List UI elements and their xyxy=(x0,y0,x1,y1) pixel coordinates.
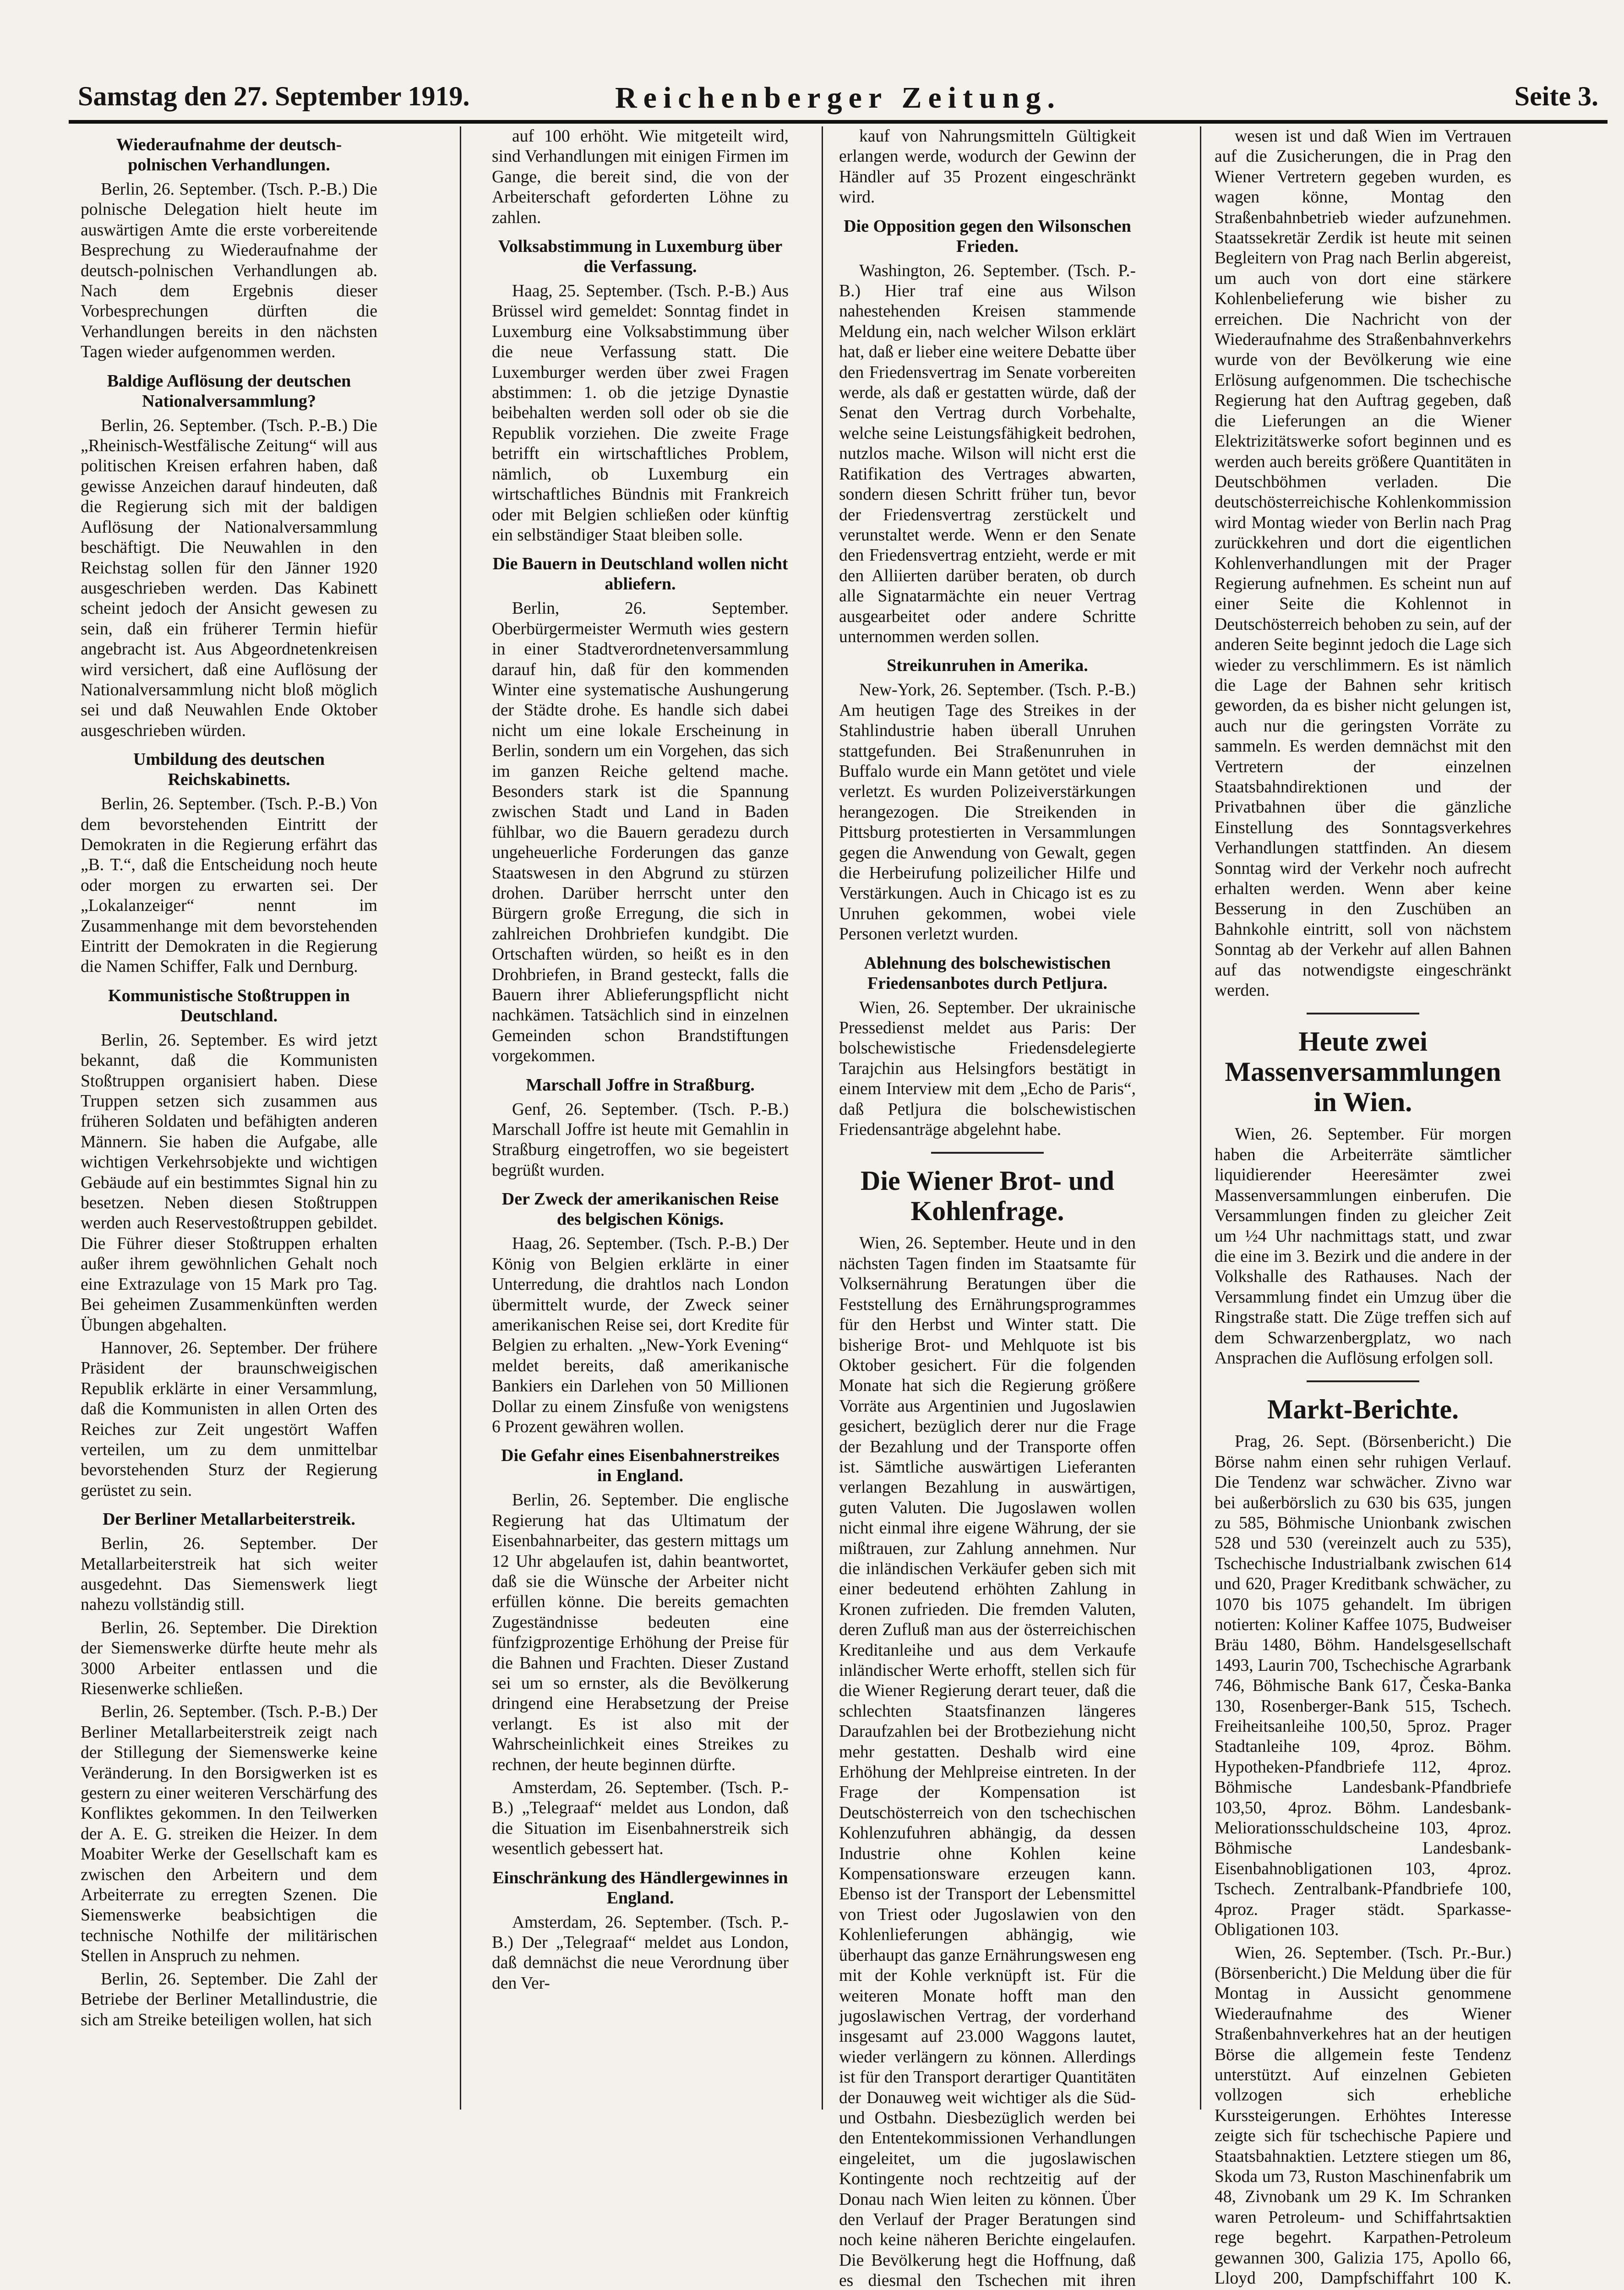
article-paragraph: Berlin, 26. September. Oberbürgermeister Wermuth wies gestern in einer Stadtverordnetenversammlung darauf hin, daß für den kommenden Winter eine systematische Aushungerung der Städte drohe. Es handle sich dabei nicht um eine lokale Erscheinung in Berlin, sondern um ein Vorgehen, das sich im ganzen Reiche geltend mache. Besonders stark ist die Spannung zwischen Stadt und Land in Baden fühlbar, wo die Bauern geradezu durch ungeheuerliche Forderungen das ganze Staatswesen in den Abgrund zu stürzen drohen. Darüber herrscht unter den Bürgern große Erregung, die sich in zahlreichen Drohbriefen kundgibt. Die Ortschaften würden, so heißt es in den Drohbriefen, in Brand gesteckt, falls die Bauern ihrer Ablieferungspflicht nicht nachkämen. Tatsächlich sind in einzelnen Gemeinden schon Brandstiftungen vorgekommen. xyxy=(492,599,789,1066)
article-paragraph: Hannover, 26. September. Der frühere Präsident der braunschweigischen Republik erklärte in einer Versammlung, daß die Kommunisten in allen Orten des Reiches zur Zeit ungestört Waffen verteilen, um zu dem unmittelbar bevorstehenden Sturz der Regierung gerüstet zu sein. xyxy=(81,1338,377,1501)
section-rule xyxy=(1307,1013,1419,1014)
article-paragraph: Berlin, 26. September. (Tsch. P.-B.) Der Berliner Metallarbeiterstreik zeigt nach der Stillegung der Siemenswerke keine Veränderung. In den Borsigwerken ist es gestern zu einer weiteren Verschärfung des Konfliktes gekommen. In den Teilwerken der A. E. G. streiken die Heizer. In dem Moabiter Werke der Gesellschaft kam es zwischen den Arbeitern und dem Arbeiterrate zu erregten Szenen. Die Siemenswerke beabsichtigen die technische Nothilfe der militärischen Stellen in Anspruch zu nehmen. xyxy=(81,1702,377,1966)
article-paragraph: Amsterdam, 26. September. (Tsch. P.-B.) Der „Telegraaf“ meldet aus London, daß demnächst die neue Verordnung über den Ver- xyxy=(492,1913,789,1994)
article-paragraph: New-York, 26. September. (Tsch. P.-B.) Am heutigen Tage des Streikes in der Stahlindustrie haben überall Unruhen stattgefunden. Bei Straßenunruhen in Buffalo wurde ein Mann getötet und viele verletzt. Es wurden Polizeiverstärkungen herangezogen. Die Streikenden in Pittsburg protestierten in Versammlungen gegen die Anwendung von Gewalt, gegen die Herbeirufung polizeilicher Hilfe und Verstärkungen. Auch in Chicago ist es zu Unruhen gekommen, wobei viele Personen verletzt wurden. xyxy=(839,680,1136,944)
column-divider xyxy=(460,126,461,2110)
article-paragraph: Berlin, 26. September. Die Zahl der Betriebe der Berliner Metallindustrie, die sich am Streike beteiligen wollen, hat sich xyxy=(81,1969,377,2030)
article-headline: Der Berliner Metallarbeiterstreik. xyxy=(81,1509,377,1529)
article-paragraph: Wien, 26. September. Für morgen haben die Arbeiterräte sämtlicher liquidierender Heeresämter zwei Massenversammlungen einberufen. Die Versammlungen finden zu gleicher Zeit um ½4 Uhr nachmittags statt, und zwar die eine im 3. Bezirk und die andere in der Volkshalle des Rathauses. Nach der Versammlung findet ein Umzug über die Ringstraße statt. Die Züge treffen sich auf dem Schwarzenbergplatz, wo nach Ansprachen die Auflösung erfolgen soll. xyxy=(1215,1124,1511,1369)
article-headline: Ablehnung des bolschewistischen Friedensanbotes durch Petljura. xyxy=(839,953,1136,993)
article-paragraph: Berlin, 26. September. Die Direktion der Siemenswerke dürfte heute mehr als 3000 Arbeiter entlassen und die Riesenwerke schließen. xyxy=(81,1618,377,1700)
article-headline: Die Opposition gegen den Wilsonschen Frieden. xyxy=(839,216,1136,256)
article-headline: Einschränkung des Händlergewinnes in England. xyxy=(492,1868,789,1908)
article-headline: Kommunistische Stoßtruppen in Deutschland. xyxy=(81,986,377,1026)
article-paragraph: Haag, 25. September. (Tsch. P.-B.) Aus Brüssel wird gemeldet: Sonntag findet in Luxemburg eine Volksabstimmung über die neue Verfassung statt. Die Luxemburger werden über zwei Fragen abstimmen: 1. ob die jetzige Dynastie beibehalten werden soll oder ob sie die Republik vorziehen. Die zweite Frage betrifft ein wirtschaftliches Problem, nämlich, ob Luxemburg ein wirtschaftliches Bündnis mit Frankreich oder mit Belgien schließen oder künftig ein selbständiger Staat bleiben solle. xyxy=(492,281,789,545)
article-headline: Umbildung des deutschen Reichskabinetts. xyxy=(81,749,377,790)
article-paragraph: Berlin, 26. September. Es wird jetzt bekannt, daß die Kommunisten Stoßtruppen organisiert haben. Diese Truppen setzen sich zusammen aus früheren Soldaten und befähigten anderen Männern. Sie haben die Aufgabe, alle wichtigen Verkehrsobjekte und wichtigen Gebäude auf ein bestimmtes Signal hin zu besetzen. Neben diesen Stoßtruppen werden auch Reservestoßtruppen gebildet. Die Führer dieser Stoßtruppen erhalten außer ihrem gewöhnlichen Gehalt noch eine Extrazulage von 15 Mark pro Tag. Bei geheimen Zusammenkünften werden Übungen abgehalten. xyxy=(81,1030,377,1336)
article-paragraph: Wien, 26. September. (Tsch. Pr.-Bur.) (Börsenbericht.) Die Meldung über die für Montag in Aussicht genommene Wiederaufnahme des Wiener Straßenbahnverkehres hat an der heutigen Börse die allgemein feste Tendenz unterstützt. Auf einzelnen Gebieten vollzogen sich erhebliche Kurssteigerungen. Erhöhtes Interesse zeigte sich für tschechische Papiere und Staatsbahnaktien. Letztere stiegen um 86, Skoda um 73, Ruston Maschinenfabrik um 48, Zivnobank um 29 K. Im Schranken waren Petroleum- und Schiffahrtsaktien rege begehrt. Karpathen-Petroleum gewannen 300, Galizia 175, Apollo 66, Lloyd 200, Dampfschiffahrt 100 K. xyxy=(1215,1943,1511,2290)
column-divider xyxy=(822,126,823,2110)
article-paragraph: Prag, 26. Sept. (Börsenbericht.) Die Börse nahm einen sehr ruhigen Verlauf. Die Tendenz war schwächer. Zivno war bei außerbörslich zu 630 bis 635, jungen zu 585, Böhmische Unionbank zwischen 528 und 530 (vereinzelt auch zu 535), Tschechische Industrialbank zwischen 614 und 620, Prager Kreditbank schwächer, zu 1070 bis 1075 gehandelt. Im übrigen notierten: Koliner Kaffee 1075, Budweiser Bräu 1480, Böhm. Handelsgesellschaft 1493, Laurin 700, Tschechische Agrarbank 746, Böhmische Bank 617, Česka-Banka 130, Rosenberger-Bank 515, Tschech. Freiheitsanleihe 100,50, 5proz. Prager Stadtanleihe 109, 4proz. Böhm. Hypotheken-Pfandbriefe 112, 4proz. Böhmische Landesbank-Pfandbriefe 103,50, 4proz. Böhm. Landesbank-Meliorationsschuldscheine 103, 4proz. Böhmische Landesbank-Eisenbahnobligationen 103, 4proz. Tschech. Zentralbank-Pfandbriefe 100, 4proz. Prager städt. Sparkasse-Obligationen 103. xyxy=(1215,1432,1511,1940)
page-number: Seite 3. xyxy=(1515,81,1598,112)
newspaper-title: Reichenberger Zeitung. xyxy=(78,81,1598,115)
column-4 xyxy=(1215,126,1511,2110)
article-headline: Die Bauern in Deutschland wollen nicht abliefern. xyxy=(492,554,789,594)
section-rule xyxy=(1307,1380,1419,1382)
column-divider xyxy=(1200,126,1201,2110)
article-paragraph: kauf von Nahrungsmitteln Gültigkeit erlangen werde, wodurch der Gewinn der Händler auf 35 Prozent eingeschränkt wird. xyxy=(839,126,1136,208)
article-paragraph: Haag, 26. September. (Tsch. P.-B.) Der König von Belgien erklärte in einer Unterredung, die drahtlos nach London übermittelt wurde, der Zweck seiner amerikanischen Reise sei, dort Kredite für Belgien zu erhalten. „New-York Evening“ meldet bereits, daß amerikanische Bankiers ein Darlehen von 50 Millionen Dollar zu einem Zinsfuße von wenigstens 6 Prozent gewähren wollen. xyxy=(492,1234,789,1437)
feature-headline: Heute zwei Massenversammlungen in Wien. xyxy=(1215,1026,1511,1117)
article-headline: Die Gefahr eines Eisenbahnerstreikes in England. xyxy=(492,1445,789,1486)
column-1 xyxy=(81,126,377,2110)
article-headline: Wiederaufnahme der deutsch-polnischen Verhandlungen. xyxy=(81,135,377,175)
feature-headline: Die Wiener Brot- und Kohlenfrage. xyxy=(839,1166,1136,1226)
article-paragraph: Berlin, 26. September. Der Metallarbeiterstreik hat sich weiter ausgedehnt. Das Siemenswerk liegt nahezu vollständig still. xyxy=(81,1534,377,1615)
article-headline: Marschall Joffre in Straßburg. xyxy=(492,1075,789,1095)
header-rule xyxy=(69,120,1608,124)
article-paragraph: Washington, 26. September. (Tsch. P.-B.) Hier traf eine aus Wilson nahestehenden Kreisen stammende Meldung ein, nach welcher Wilson erklärt hat, daß er lieber eine weitere Debatte über den Friedensvertrag im Senate vorbereiten werde, als daß er gestatten würde, daß der Senat den Vertrag durch Vorbehalte, welche seine Leistungsfähigkeit bedrohen, nutzlos mache. Wilson will nicht erst die Ratifikation des Vertrages abwarten, sondern diesen Schritt früher tun, bevor der Friedensvertrag zerstückelt und verunstaltet werde. Wenn er den Senate den Friedensvertrag entzieht, werde er mit den Alliierten darüber beraten, ob durch alle Signatarmächte ein neuer Vertrag ausgearbeitet oder andere Schritte unternommen werden sollen. xyxy=(839,261,1136,648)
article-paragraph: auf 100 erhöht. Wie mitgeteilt wird, sind Verhandlungen mit einigen Firmen im Gange, die bereit sind, die von der Arbeiterschaft geforderten Löhne zu zahlen. xyxy=(492,126,789,228)
article-headline: Volksabstimmung in Luxemburg über die Verfassung. xyxy=(492,236,789,277)
article-paragraph: Berlin, 26. September. (Tsch. P.-B.) Von dem bevorstehenden Eintritt der Demokraten in die Regierung erfährt das „B. T.“, daß die Entscheidung noch heute oder morgen zu erwarten sei. Der „Lokalanzeiger“ nennt im Zusammenhange mit dem bevorstehenden Eintritt der Demokraten in die Regierung die Namen Schiffer, Falk und Dernburg. xyxy=(81,794,377,977)
article-headline: Streikunruhen in Amerika. xyxy=(839,655,1136,676)
article-headline: Der Zweck der amerikanischen Reise des belgischen Königs. xyxy=(492,1189,789,1229)
page-header xyxy=(78,81,1598,117)
article-paragraph: Genf, 26. September. (Tsch. P.-B.) Marschall Joffre ist heute mit Gemahlin in Straßburg eingetroffen, wo sie begeistert begrüßt wurden. xyxy=(492,1100,789,1181)
column-3 xyxy=(839,126,1136,2110)
article-paragraph: Amsterdam, 26. September. (Tsch. P.-B.) „Telegraaf“ meldet aus London, daß die Situation im Eisenbahnerstreik sich wesentlich gebessert hat. xyxy=(492,1778,789,1859)
article-paragraph: Wien, 26. September. Heute und in den nächsten Tagen finden im Staatsamte für Volksernährung Beratungen über die Feststellung des Ernährungsprogrammes für den Herbst und Winter statt. Die bisherige Brot- und Mehlquote ist bis Oktober gesichert. Für die folgenden Monate hat sich die Regierung größere Vorräte aus Argentinien und Jugoslawien gesichert, bezüglich derer nur die Frage der Bezahlung und der Transporte offen ist. Sämtliche auswärtigen Lieferanten verlangen Bezahlung in auswärtigen, guten Valuten. Die Jugoslawen wollen nicht einmal ihre eigene Währung, der sie mißtrauen, zur Zahlung annehmen. Nur die inländischen Verkäufer geben sich mit einer bedeutend erhöhten Zahlung in Kronen zufrieden. Die fremden Valuten, deren Zufluß man aus der österreichischen Kreditanleihe und aus dem Verkaufe inländischer Werte erhofft, stellen sich für die Wiener Regierung derart teuer, daß die schlechten Staatsfinanzen längeres Daraufzahlen bei der Brotbeziehung nicht mehr gestatten. Deshalb wird eine Erhöhung der Mehlpreise eintreten. In der Frage der Kompensation ist Deutschösterreich von den tschechischen Kohlenzufuhren abhängig, da dessen Industrie ohne Kohlen keine Kompensationsware erzeugen kann. Ebenso ist der Transport der Lebensmittel von Triest oder Jugoslawien von den Kohlenlieferungen abhängig, wie überhaupt das ganze Ernährungswesen eng mit der Kohle verknüpft ist. Für die weiteren Monate hofft man den jugoslawischen Vertrag, der vorderhand insgesamt auf 23.000 Waggons lautet, wieder verlängern zu können. Allerdings ist für den Transport derartiger Quantitäten der Donauweg weit wichtiger als die Süd- und Ostbahn. Diesbezüglich werden bei den Ententekommissionen Verhandlungen eingeleitet, um die jugoslawischen Kontingente noch rechtzeitig auf der Donau nach Wien leiten zu können. Über den Verlauf der Prager Beratungen sind noch keine näheren Berichte eingelaufen. Die Bevölkerung hegt die Hoffnung, daß es diesmal den Tschechen mit ihren xyxy=(839,1233,1136,2290)
article-paragraph: Berlin, 26. September. (Tsch. P.-B.) Die „Rheinisch-Westfälische Zeitung“ will aus politischen Kreisen erfahren haben, daß gewisse Anzeichen darauf hindeuten, daß die Regierung sich mit der baldigen Auflösung der Nationalversammlung beschäftigt. Die Neuwahlen in den Reichstag sollen für den Jänner 1920 ausgeschrieben werden. Das Kabinett scheint jedoch der Ansicht gewesen zu sein, daß ein früherer Termin hiefür angebracht ist. Aus Abgeordnetenkreisen wird versichert, daß eine Auflösung der Nationalversammlung nicht bloß möglich sei und daß Neuwahlen Ende Oktober ausgeschrieben würden. xyxy=(81,416,377,742)
section-rule xyxy=(931,1152,1044,1154)
article-paragraph: Berlin, 26. September. (Tsch. P.-B.) Die polnische Delegation hielt heute im auswärtigen Amte die erste vorbereitende Besprechung zu Wiederaufnahme der deutsch-polnischen Verhandlungen ab. Nach dem Ergebnis dieser Vorbesprechungen dürften die Verhandlungen bereits in den nächsten Tagen wieder aufgenommen werden. xyxy=(81,180,377,363)
column-2 xyxy=(492,126,789,2110)
feature-headline: Markt-Berichte. xyxy=(1215,1394,1511,1424)
article-paragraph: Wien, 26. September. Der ukrainische Pressedienst meldet aus Paris: Der bolschewistische Friedensdelegierte Tarajchin aus Helsingfors bestätigt in einem Interview mit dem „Echo de Paris“, daß Petljura die bolschewistischen Friedensanträge abgelehnt habe. xyxy=(839,998,1136,1140)
article-headline: Baldige Auflösung der deutschen Nationalversammlung? xyxy=(81,371,377,411)
header-date: Samstag den 27. September 1919. xyxy=(78,81,470,112)
article-paragraph: wesen ist und daß Wien im Vertrauen auf die Zusicherungen, die in Prag den Wiener Vertretern gegeben wurden, es wagen könne, Montag den Straßenbahnbetrieb wieder aufzunehmen. Staatssekretär Zerdik ist heute mit seinen Begleitern von Prag nach Berlin abgereist, um auch von dort eine stärkere Kohlenbelieferung wie bisher zu erreichen. Die Nachricht von der Wiederaufnahme des Straßenbahnverkehrs wurde von der Bevölkerung wie eine Erlösung aufgenommen. Die tschechische Regierung hat den Auftrag gegeben, daß die Lieferungen an die Wiener Elektrizitätswerke sofort beginnen und es werden auch bereits größere Quantitäten in Deutschböhmen verladen. Die deutschösterreichische Kohlenkommission wird Montag wieder von Berlin nach Prag zurückkehren und dort die eigentlichen Kohlenverhandlungen mit der Prager Regierung aufnehmen. Es scheint nun auf einer Seite die Kohlennot in Deutschösterreich behoben zu sein, auf der anderen Seite beginnt jedoch die Lage sich wieder zu verschlimmern. Es ist nämlich die Lage der Bahnen sehr kritisch geworden, da es bisher nicht gelungen ist, auch nur die geringsten Vorräte zu sammeln. Es werden demnächst mit den Vertretern der einzelnen Staatsbahndirektionen und der Privatbahnen über die gänzliche Einstellung des Sonntagsverkehres Verhandlungen stattfinden. An diesem Sonntag wird der Verkehr noch aufrecht erhalten werden. Wenn aber keine Besserung in den Zuschüben an Bahnkohle eintritt, soll von nächstem Sonntag ab der Verkehr auf allen Bahnen auf das notwendigste eingeschränkt werden. xyxy=(1215,126,1511,1001)
article-paragraph: Berlin, 26. September. Die englische Regierung hat das Ultimatum der Eisenbahnarbeiter, das gestern mittags um 12 Uhr abgelaufen ist, dahin beantwortet, daß sie die Wünsche der Arbeiter nicht erfüllen könne. Die bereits gemachten Zugeständnisse bedeuten eine fünfzigprozentige Erhöhung der Preise für die Bahnen und Frachten. Dieser Zustand sei um so ernster, als die Bevölkerung dringend eine Herabsetzung der Preise verlangt. Es ist also mit der Wahrscheinlichkeit eines Streikes zu rechnen, der heute beginnen dürfte. xyxy=(492,1490,789,1775)
